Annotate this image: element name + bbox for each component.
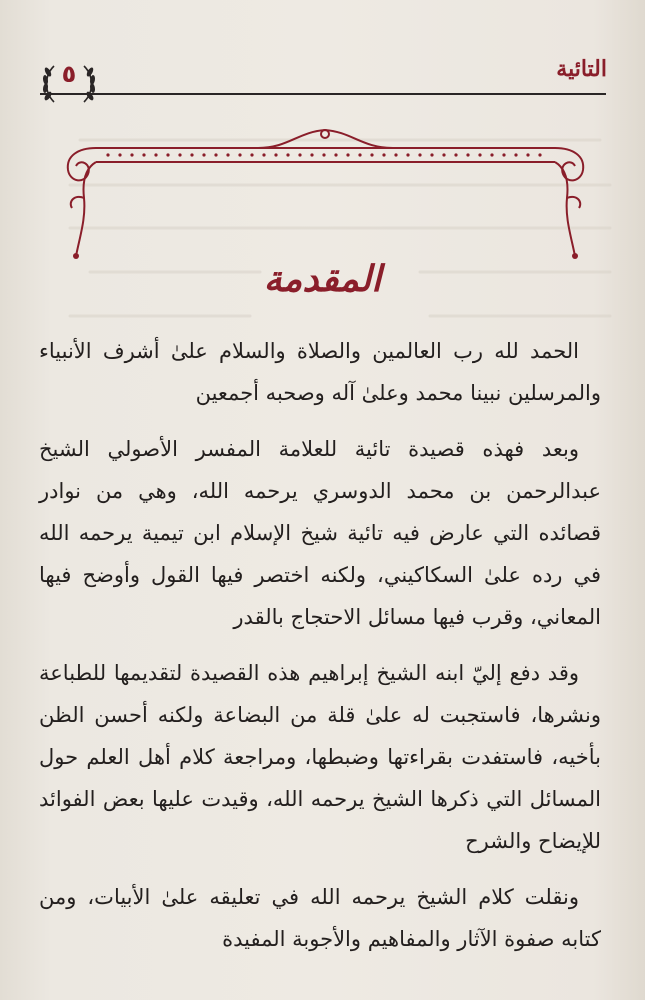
header-rule: [40, 93, 606, 95]
paragraph: الحمد لله رب العالمين والصلاة والسلام علىٰ أشرف الأنبياء والمرسلين نبينا محمد وعلىٰ آله وصحبه أجمعين: [39, 339, 601, 405]
body-text: [39, 330, 601, 974]
page-number: ٥: [61, 60, 77, 88]
paragraph: ونقلت كلام الشيخ يرحمه الله في تعليقه علىٰ الأبيات، ومن كتابه صفوة الآثار والمفاهيم والأجوبة المفيدة: [39, 885, 601, 951]
chapter-ornament-frame: [58, 118, 593, 260]
paragraph: وبعد فهذه قصيدة تائية للعلامة المفسر الأصولي الشيخ عبدالرحمن بن محمد الدوسري يرحمه الله، وهي من نوادر قصائده التي عارض فيه تائية شيخ الإسلام ابن تيمية يرحمه الله في رده علىٰ السكاكيني، ولكنه اختصر فيها القول وأوضح فيها المعاني، وقرب فيها مسائل الاحتجاج بالقدر: [39, 437, 601, 629]
running-header-title: التائية: [556, 56, 607, 82]
paragraph: وقد دفع إليّ ابنه الشيخ إبراهيم هذه القصيدة لتقديمها للطباعة ونشرها، فاستجبت له علىٰ قلة من البضاعة ولكنه أحسن الظن بأخيه، فاستفدت بقراءتها وضبطها، ومراجعة كلام أهل العلم حول المسائل التي ذكرها الشيخ يرحمه الله، وقيدت عليها بعض الفوائد للإيضاح والشرح: [39, 661, 601, 853]
section-title: المقدمة: [263, 258, 382, 300]
